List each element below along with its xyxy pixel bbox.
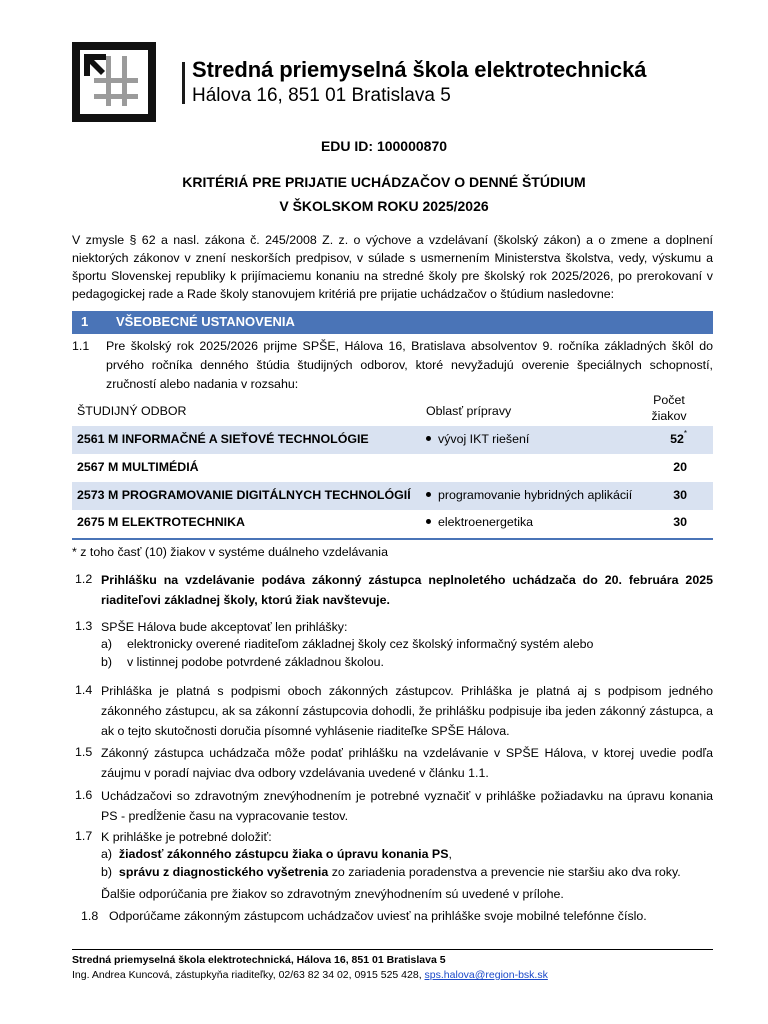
paragraph-1-3: SPŠE Hálova bude akceptovať len prihlášky: — [101, 620, 348, 634]
paragraph-1-2: Prihlášku na vzdelávanie podáva zákonný zástupca neplnoletého uchádzača do 20. februára 2025 riaditeľovi základnej školy, ktorú žiak navštevuje. — [101, 573, 713, 607]
list-letter: b) — [101, 655, 113, 669]
paragraph-number: 1.3 — [75, 619, 93, 633]
paragraph-number: 1.6 — [75, 788, 93, 802]
row-oblast: vývoj IKT riešení — [426, 432, 529, 446]
row-odbor: 2567 M MULTIMÉDIÁ — [77, 460, 199, 474]
document-title-line2: V ŠKOLSKOM ROKU 2025/2026 — [279, 198, 489, 214]
section-number: 1 — [81, 314, 89, 329]
paragraph-note: Ďalšie odporúčania pre žiakov so zdravotným znevýhodnením sú uvedené v prílohe. — [101, 887, 564, 901]
school-address: Hálova 16, 851 01 Bratislava 5 — [192, 85, 451, 106]
footer-contact — [72, 969, 548, 981]
pocet-line2: žiakov — [651, 409, 687, 423]
table-row — [72, 426, 713, 454]
table-row — [72, 482, 713, 510]
section-1-header — [72, 311, 713, 334]
paragraph-number: 1.7 — [75, 829, 93, 843]
bullet-icon — [426, 519, 431, 524]
row-oblast: programovanie hybridných aplikácií — [426, 488, 632, 502]
document-title-line1: KRITÉRIÁ PRE PRIJATIE UCHÁDZAČOV O DENNÉ ŠTÚDIUM — [182, 174, 586, 190]
column-header-pocet — [639, 392, 699, 424]
pocet-line1: Počet — [653, 393, 685, 407]
paragraph-1-5: Zákonný zástupca uchádzača môže podať prihlášku na vzdelávanie v SPŠE Hálova, v ktorej uvedie podľa záujmu v poradí najviac dva odbory vzdelávania uvedené v článku 1.1. — [101, 746, 713, 780]
list-item: v listinnej podobe potvrdené základnou školou. — [127, 655, 384, 669]
footnote-mark: * — [683, 429, 687, 438]
row-pocet: 20 — [673, 460, 687, 474]
letterhead — [72, 42, 712, 122]
row-odbor: 2561 M INFORMAČNÉ A SIEŤOVÉ TECHNOLÓGIE — [77, 432, 369, 446]
edu-id: EDU ID: 100000870 — [320, 138, 448, 154]
row-odbor: 2675 M ELEKTROTECHNIKA — [77, 515, 245, 529]
paragraph-number: 1.4 — [75, 683, 93, 697]
list-item: b) správu z diagnostického vyšetrenia zo zariadenia poradenstva a prevencie nie staršiu ako dva roky. — [101, 865, 681, 879]
school-logo-icon — [72, 42, 156, 122]
row-pocet: 30 — [673, 515, 687, 529]
header-divider — [182, 62, 185, 104]
bullet-icon — [426, 492, 431, 497]
bullet-icon — [426, 436, 431, 441]
footer-divider — [72, 949, 713, 950]
paragraph-number: 1.1 — [72, 339, 90, 353]
paragraph-number: 1.2 — [75, 572, 93, 586]
paragraph-1-6: Uchádzačovi so zdravotným znevýhodnením je potrebné vyznačiť v prihláške požiadavku na úpravu konania PS - predĺženie času na vypracovanie testov. — [101, 789, 713, 823]
column-header-oblast: Oblasť prípravy — [426, 404, 512, 418]
list-item: a) žiadosť zákonného zástupcu žiaka o úpravu konania PS, — [101, 847, 452, 861]
section-title: VŠEOBECNÉ USTANOVENIA — [116, 314, 295, 329]
row-oblast: elektroenergetika — [426, 515, 533, 529]
footnote: * z toho časť (10) žiakov v systéme duálneho vzdelávania — [72, 545, 388, 559]
paragraph-number: 1.8 — [81, 909, 99, 923]
row-pocet: 52* — [670, 429, 687, 446]
table-row — [72, 454, 713, 482]
list-letter: a) — [101, 637, 113, 651]
footer-contact-text: Ing. Andrea Kuncová, zástupkyňa riaditeľky, 02/63 82 34 02, 0915 525 428, — [72, 969, 425, 981]
paragraph-1-7: K prihláške je potrebné doložiť: — [101, 830, 272, 844]
column-header-odbor: ŠTUDIJNÝ ODBOR — [77, 404, 187, 418]
intro-paragraph: V zmysle § 62 a nasl. zákona č. 245/2008 Z. z. o výchove a vzdelávaní (školský zákon) a o zmene a doplnení niektorých zákonov v znení neskorších predpisov, v súlade s usmernením Ministerstva školstva, vedy, výskumu a športu Slovenskej republiky k prijímaciemu konaniu na stredné školy pre školský rok 2025/2026, po prerokovaní v pedagogickej rade a Rade školy stanovujem kritériá pre prijatie uchádzačov o štúdium nasledovne: — [72, 233, 713, 301]
row-pocet: 30 — [673, 488, 687, 502]
email-link[interactable]: sps.halova@region-bsk.sk — [424, 969, 548, 981]
table-row — [72, 509, 713, 537]
row-odbor: 2573 M PROGRAMOVANIE DIGITÁLNYCH TECHNOLÓGIÍ — [77, 488, 411, 502]
school-name: Stredná priemyselná škola elektrotechnická — [192, 57, 647, 82]
paragraph-1-1: Pre školský rok 2025/2026 prijme SPŠE, Hálova 16, Bratislava absolventov 9. ročníka základných škôl do prvého ročníka denného štúdia študijných odborov, ktoré nevyžadujú overenie špeciálnych schopností, zručností alebo nadania v rozsahu: — [106, 339, 713, 391]
paragraph-number: 1.5 — [75, 745, 93, 759]
footer-address: Stredná priemyselná škola elektrotechnická, Hálova 16, 851 01 Bratislava 5 — [72, 954, 446, 966]
table-bottom-border — [72, 538, 713, 540]
paragraph-1-8: Odporúčame zákonným zástupcom uchádzačov uviesť na prihláške svoje mobilné telefónne číslo. — [109, 909, 647, 923]
list-item: elektronicky overené riaditeľom základnej školy cez školský informačný systém alebo — [127, 637, 594, 651]
paragraph-1-4: Prihláška je platná s podpismi oboch zákonných zástupcov. Prihláška je platná aj s podpisom jedného zákonného zástupcu, ak sa zákonní zástupcovia dohodli, že prihlášku podpisuje iba jeden zákonný zástupca, a ak o tejto skutočnosti doručia písomné vyhlásenie riaditeľke SPŠE Hálova. — [101, 684, 713, 738]
